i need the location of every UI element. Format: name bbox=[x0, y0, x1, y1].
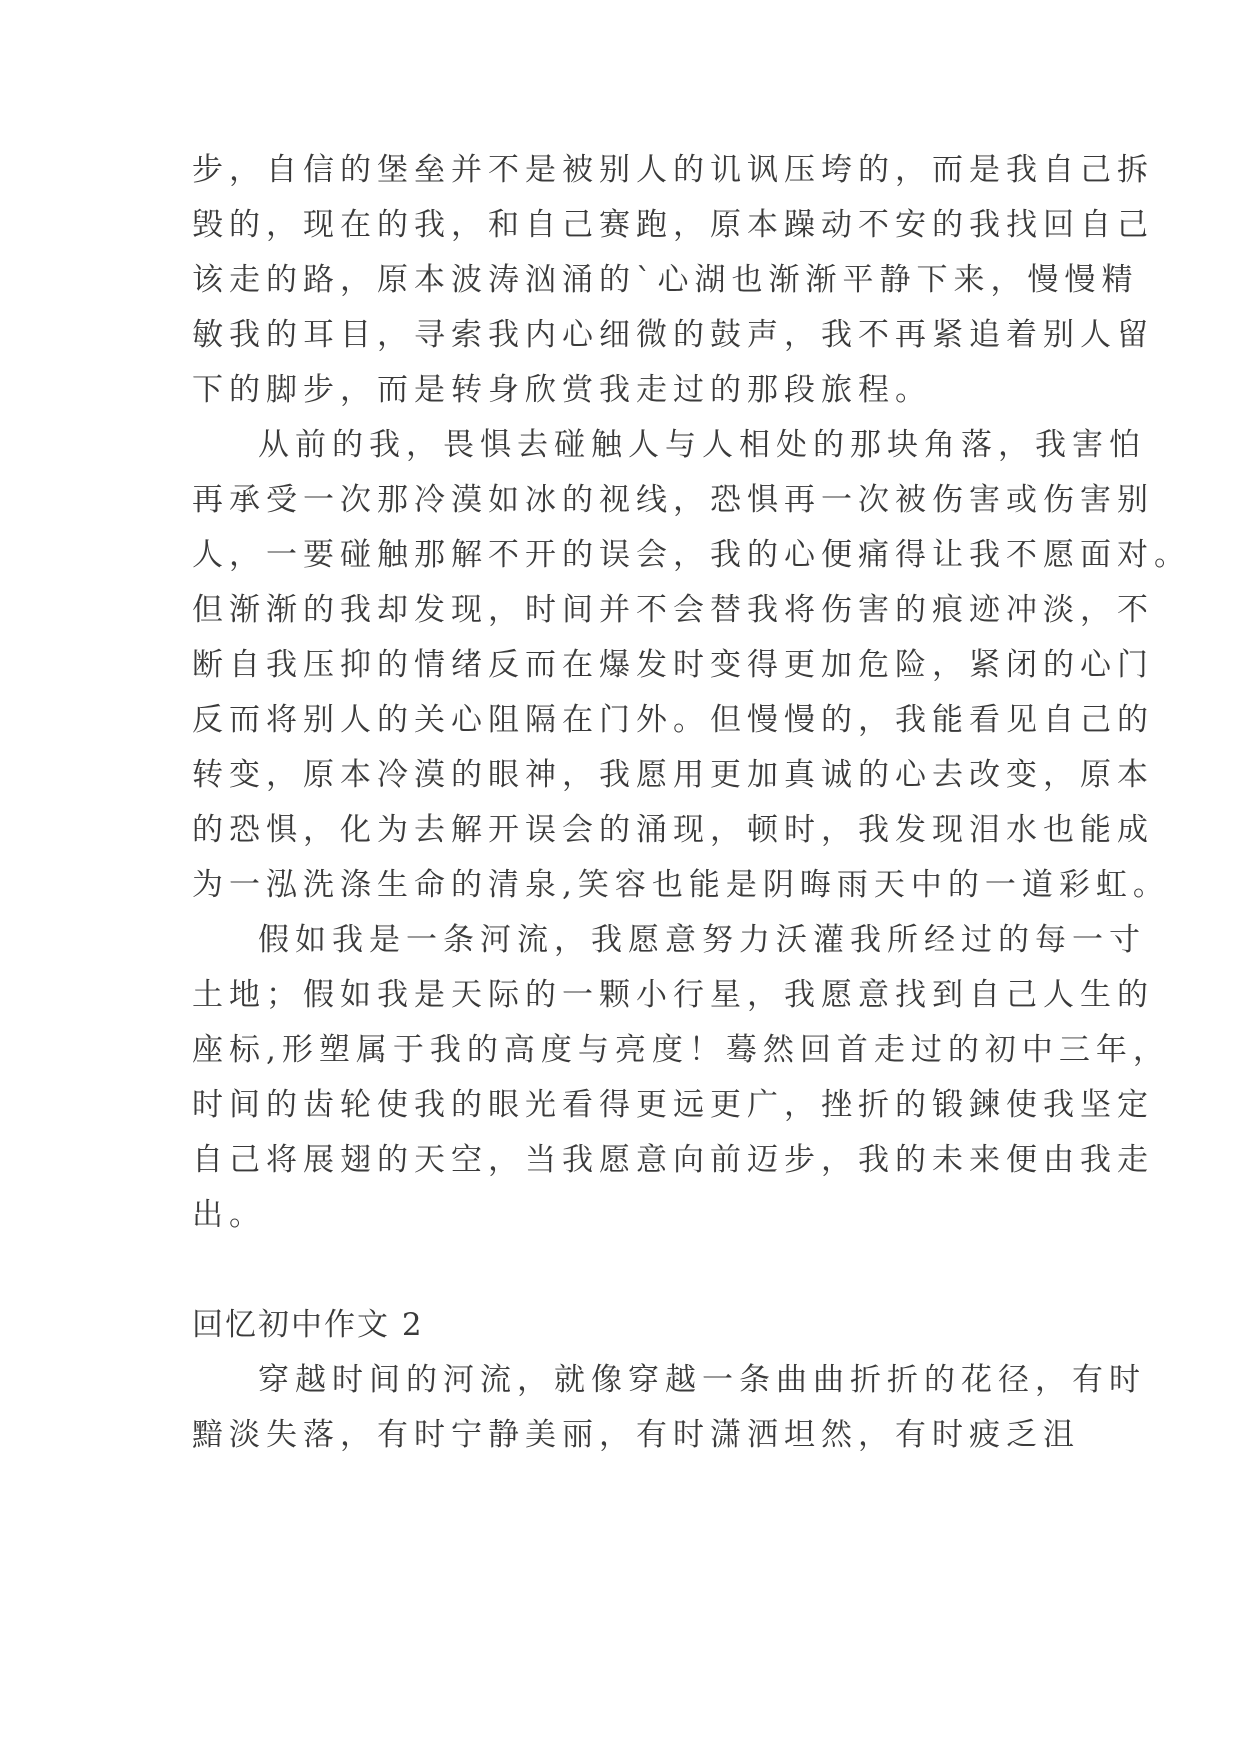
text-line: 步，自信的堡垒并不是被别人的讥讽压垮的，而是我自己拆 bbox=[192, 152, 1154, 188]
text-line: 黯淡失落，有时宁静美丽，有时潇洒坦然，有时疲乏沮 bbox=[192, 1417, 1080, 1453]
text-line: 人，一要碰触那解不开的误会，我的心便痛得让我不愿面对。 bbox=[192, 537, 1191, 573]
text-line: 再承受一次那冷漠如冰的视线，恐惧再一次被伤害或伤害别 bbox=[192, 482, 1154, 518]
text-line: 从前的我，畏惧去碰触人与人相处的那块角落，我害怕 bbox=[258, 427, 1146, 463]
text-line: 座标,形塑属于我的高度与亮度！蓦然回首走过的初中三年， bbox=[192, 1032, 1170, 1068]
text-line: 时间的齿轮使我的眼光看得更远更广，挫折的锻鍊使我坚定 bbox=[192, 1087, 1154, 1123]
text-line: 土地；假如我是天际的一颗小行星，我愿意找到自己人生的 bbox=[192, 977, 1154, 1013]
text-line: 该走的路，原本波涛汹涌的`心湖也渐渐平静下来，慢慢精 bbox=[192, 262, 1139, 298]
text-line: 出。 bbox=[192, 1197, 266, 1233]
text-line: 假如我是一条河流，我愿意努力沃灌我所经过的每一寸 bbox=[258, 922, 1146, 958]
text-line: 的恐惧，化为去解开误会的涌现，顿时，我发现泪水也能成 bbox=[192, 812, 1154, 848]
text-line: 反而将别人的关心阻隔在门外。但慢慢的，我能看见自己的 bbox=[192, 702, 1154, 738]
text-line: 穿越时间的河流，就像穿越一条曲曲折折的花径，有时 bbox=[258, 1362, 1146, 1398]
text-line: 下的脚步，而是转身欣赏我走过的那段旅程。 bbox=[192, 372, 932, 408]
text-line: 转变，原本冷漠的眼神，我愿用更加真诚的心去改变，原本 bbox=[192, 757, 1154, 793]
text-line: 断自我压抑的情绪反而在爆发时变得更加危险，紧闭的心门 bbox=[192, 647, 1154, 683]
text-line: 但渐渐的我却发现，时间并不会替我将伤害的痕迹冲淡，不 bbox=[192, 592, 1154, 628]
text-line: 自己将展翅的天空，当我愿意向前迈步，我的未来便由我走 bbox=[192, 1142, 1154, 1178]
text-line: 毁的，现在的我，和自己赛跑，原本躁动不安的我找回自己 bbox=[192, 207, 1154, 243]
text-line: 敏我的耳目，寻索我内心细微的鼓声，我不再紧追着别人留 bbox=[192, 317, 1154, 353]
text-line: 为一泓洗涤生命的清泉,笑容也能是阴晦雨天中的一道彩虹。 bbox=[192, 867, 1170, 903]
section-heading: 回忆初中作文 2 bbox=[192, 1307, 424, 1343]
